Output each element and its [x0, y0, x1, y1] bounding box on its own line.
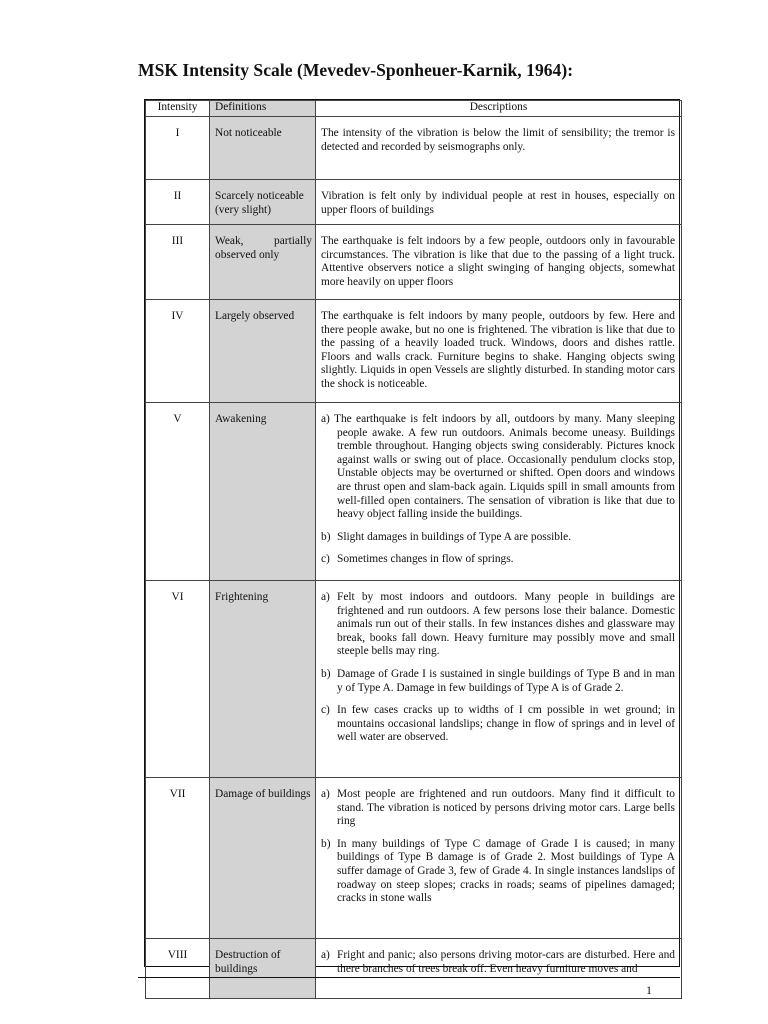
- description-cell: Vibration is felt only by individual people at rest in houses, especially on upper floors of buildings: [316, 180, 682, 225]
- table-row: [146, 180, 682, 225]
- description-cell: The intensity of the vibration is below the limit of sensibility; the tremor is detected and recorded by seismographs only.: [316, 117, 682, 180]
- intensity-cell: III: [146, 225, 210, 300]
- item-text: Slight damages in buildings of Type A are possible.: [337, 530, 572, 543]
- definition-cell: Frightening: [210, 581, 316, 778]
- description-cell: [316, 581, 682, 778]
- page-title: MSK Intensity Scale (Mevedev-Sponheuer-Karnik, 1964):: [138, 60, 574, 80]
- item-text: The earthquake is felt indoors by all, outdoors by many. Many sleeping people awake. A few run outdoors. Animals become uneasy. Buildings tremble throughout. Hanging objects swing considerably. Pictures knock against walls or swing out of place. Occasionally pendulum clocks stop, Unstable objects may be overturned or shifted. Open doors and windows are thrust open and slam-back again. Liquids spill in small amounts from well-filled open containers. The sensation of vibration is like that due to heavy object falling inside the buildings.: [333, 413, 675, 521]
- table-row: [146, 403, 682, 581]
- table-row: [146, 300, 682, 403]
- description-cell: [316, 403, 682, 581]
- item-label: a): [321, 788, 330, 800]
- footer-rule: [138, 977, 680, 978]
- definition-cell: Scarcely noticeable (very slight): [210, 180, 316, 225]
- header-definitions: Definitions: [210, 101, 316, 117]
- intensity-cell: VIII: [146, 939, 210, 999]
- description-item: [321, 704, 675, 745]
- item-text: Sometimes changes in flow of springs.: [337, 553, 514, 566]
- table-row: [146, 225, 682, 300]
- table-row: [146, 581, 682, 778]
- description-cell: [316, 778, 682, 939]
- description-item: [321, 949, 675, 976]
- description-cell: [316, 939, 682, 999]
- header-intensity: Intensity: [146, 101, 210, 117]
- item-label: b): [321, 667, 331, 680]
- description-item: [321, 553, 675, 567]
- description-item: [321, 531, 675, 545]
- item-label: c): [321, 704, 330, 717]
- description-item: [321, 668, 675, 695]
- item-text: Damage of Grade I is sustained in single buildings of Type B and in man y of Type A. Damage in few buildings of Type A is of Grade 2.: [337, 667, 675, 694]
- description-item: [321, 413, 675, 522]
- item-text: Fright and panic; also persons driving motor-cars are disturbed. Here and there branches of trees break off. Even heavy furniture moves and: [337, 949, 675, 975]
- definition-cell: Destruction of buildings: [210, 939, 316, 999]
- item-label: c): [321, 553, 330, 566]
- definition-cell: Weak, partially observed only: [210, 225, 316, 300]
- definition-cell: Damage of buildings: [210, 778, 316, 939]
- intensity-cell: I: [146, 117, 210, 180]
- description-item: [321, 591, 675, 659]
- item-text: Felt by most indoors and outdoors. Many people in buildings are frightened and run outdoors. A few persons lose their balance. Domestic animals run out of their stalls. In few instances dishes and glassware may break, books fall down. Heavy furniture may possibly move and small steeple bells may ring.: [337, 591, 675, 658]
- item-label: a): [321, 413, 330, 425]
- item-text: In few cases cracks up to widths of I cm possible in wet ground; in mountains occasional landslips; change in flow of springs and in level of well water are observed.: [337, 704, 675, 744]
- table-row: [146, 939, 682, 999]
- msk-intensity-table: [144, 99, 680, 975]
- item-label: b): [321, 837, 331, 850]
- item-label: a): [321, 949, 330, 961]
- header-descriptions: Descriptions: [316, 101, 682, 117]
- intensity-cell: V: [146, 403, 210, 581]
- item-text: In many buildings of Type C damage of Grade I is caused; in many buildings of Type B damage is of Grade 2. Most buildings of Type A suffer damage of Grade 3, few of Grade 4. In single instances landslips of roadway on steep slopes; cracks in roads; seams of pipelines damaged; cracks in stone walls: [337, 837, 675, 905]
- intensity-cell: VII: [146, 778, 210, 939]
- item-text: Most people are frightened and run outdoors. Many find it difficult to stand. The vibration is noticed by persons driving motor cars. Large bells ring: [337, 788, 675, 828]
- description-cell: The earthquake is felt indoors by many people, outdoors by few. Here and there people awake, but no one is frightened. The vibration is like that due to the passing of a heavily loaded truck. Windows, doors and dishes rattle. Floors and walls crack. Furniture begins to shake. Hanging objects swing slightly. Liquids in open Vessels are slightly disturbed. In standing motor cars the shock is noticeable.: [316, 300, 682, 403]
- table-row: [146, 778, 682, 939]
- item-label: b): [321, 530, 331, 543]
- definition-cell: Not noticeable: [210, 117, 316, 180]
- definition-cell: Awakening: [210, 403, 316, 581]
- page-number: 1: [646, 983, 652, 997]
- table-header-row: [146, 101, 682, 117]
- intensity-cell: II: [146, 180, 210, 225]
- intensity-cell: VI: [146, 581, 210, 778]
- description-item: [321, 838, 675, 906]
- intensity-cell: IV: [146, 300, 210, 403]
- definition-cell: Largely observed: [210, 300, 316, 403]
- description-item: [321, 788, 675, 829]
- item-label: a): [321, 591, 330, 603]
- description-cell: The earthquake is felt indoors by a few people, outdoors only in favourable circumstances. The vibration is like that due to the passing of a light truck. Attentive observers notice a slight swinging of hanging objects, somewhat more heavily on upper floors: [316, 225, 682, 300]
- table-row: [146, 117, 682, 180]
